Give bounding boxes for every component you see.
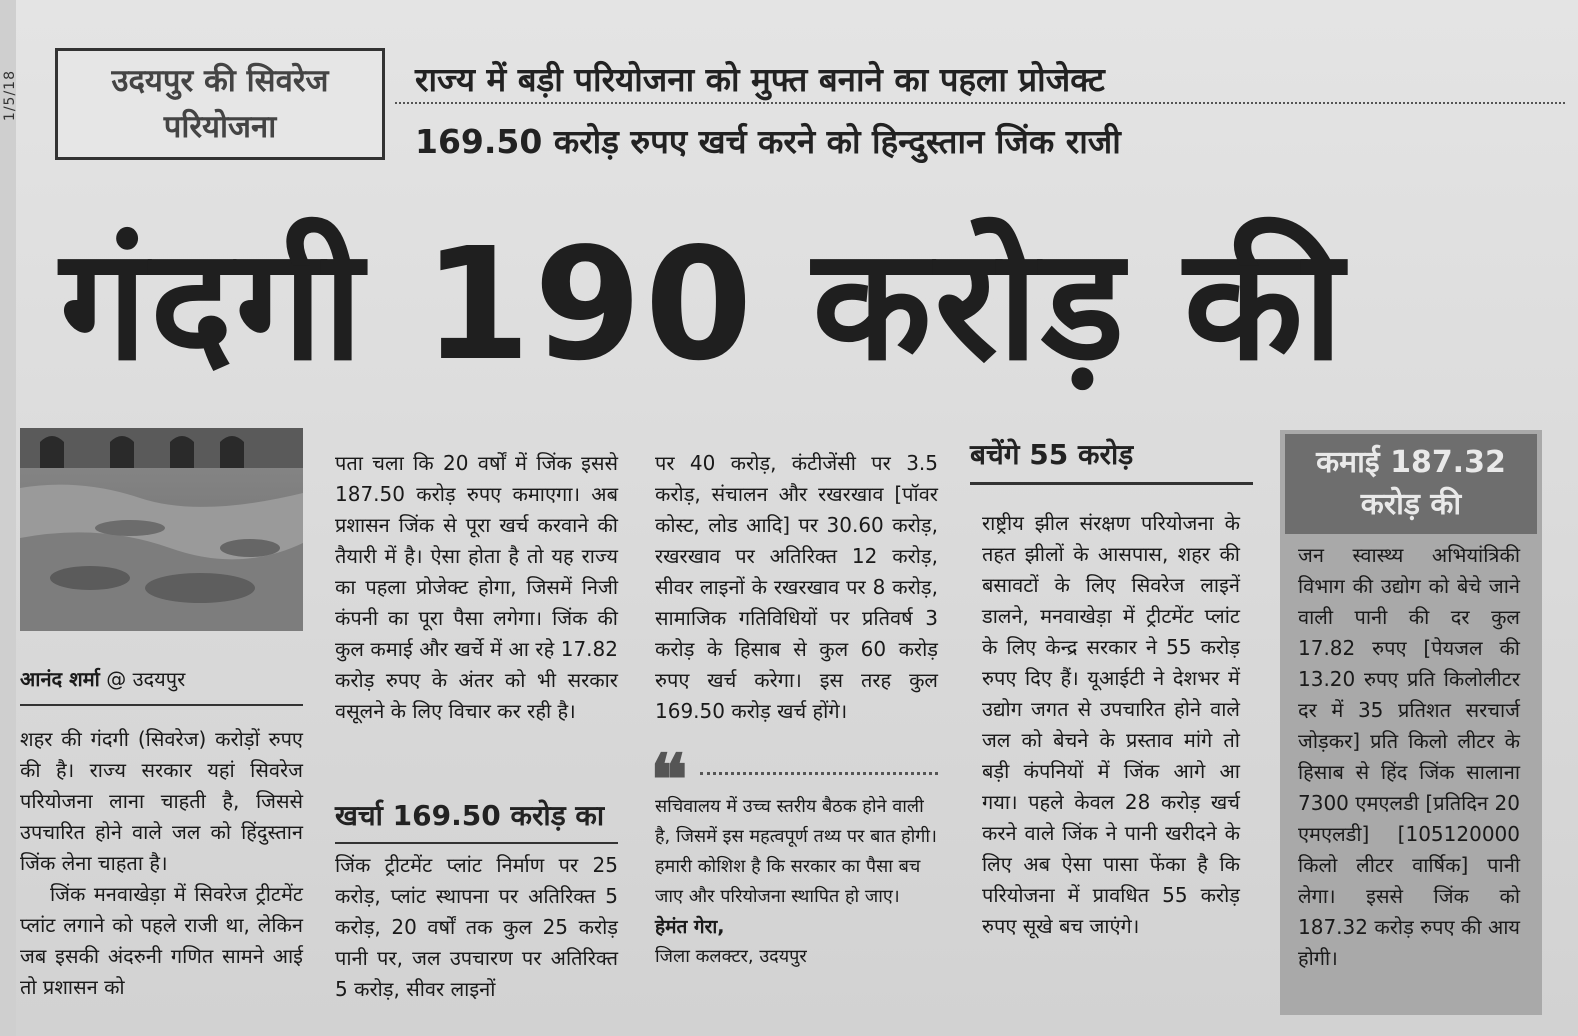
sidebar-heading-line-1: कमाई 187.32: [1316, 445, 1506, 480]
sidebar-body: जन स्वास्थ्य अभियांत्रिकी विभाग की उद्योग को बेचे जाने वाली पानी की दर कुल 17.82 रुपए [पेयजल की 13.20 रुपए प्रति किलोलीटर दर में 35 प्रतिशत सरचार्ज जोड़कर] प्रति किलो लीटर के हिसाब से हिंद जिंक सालाना 7300 एमएलडी [प्रतिदिन 20 एमएलडी] [105120000 किलो लीटर वार्षिक] पानी लेगा। इससे जिंक को 187.32 करोड़ रुपए की आय होगी।: [1298, 543, 1520, 970]
column-1: [20, 724, 303, 1003]
column-2-subhead-rule: [335, 842, 618, 844]
column-4-para-1: राष्ट्रीय झील संरक्षण परियोजना के तहत झीलों के आसपास, शहर की बसावटों के लिए सिवरेज लाइनें डालने, मनवाखेड़ा में ट्रीटमेंट प्लांट के लिए केन्द्र सरकार ने 55 करोड़ रुपए दिए हैं। यूआईटी ने देशभर में उद्योग जगत से उपचारित होने वाले जल को बेचने के प्रस्ताव मांगे तो बड़ी कंपनियों में जिंक आगे आ गया। पहले केवल 28 करोड़ खर्च करने वाले जिंक ने पानी खरीदने के लिए अब ऐसा पासा फेंका है कि परियोजना में प्रावधित 55 करोड़ रुपए सूखे बच जाएंगे।: [982, 511, 1240, 938]
column-3-para-1: पर 40 करोड़, कंटीजेंसी पर 3.5 करोड़, संचालन और रखरखाव [पॉवर कोस्ट, लोड आदि] पर 30.60 करोड़, रखरखाव पर अतिरिक्त 12 करोड़, सीवर लाइनों के रखरखाव पर 8 करोड़, सामाजिक गतिविधियों पर प्रतिवर्ष 3 करोड़ के हिसाब से कुल 60 करोड़ रुपए खर्च करेगा। इस तरह कुल 169.50 करोड़ खर्च होंगे।: [655, 451, 938, 723]
column-4-subhead: बचेंगे 55 करोड़: [970, 438, 1134, 471]
column-2-subhead: खर्चा 169.50 करोड़ का: [335, 799, 605, 832]
quote-name: हेमंत गेरा,: [655, 916, 725, 938]
quote-text: सचिवालय में उच्च स्तरीय बैठक होने वाली है, जिसमें इस महत्वपूर्ण तथ्य पर बात होगी। हमारी कोशिश है कि सरकार का पैसा बच जाए और परियोजना स्थापित हो जाए।: [655, 796, 937, 907]
column-2-para-1: पता चला कि 20 वर्षों में जिंक इससे 187.50 करोड़ रुपए कमाएगा। अब प्रशासन जिंक से पूरा खर्च करवाने की तैयारी में है। ऐसा होता है तो यह राज्य का पहला प्रोजेक्ट होगा, जिसमें निजी कंपनी का पूरा पैसा लगेगा। जिंक की कुल कमाई और खर्चे में आ रहे 17.82 करोड़ रुपए के अंतर को भी सरकार वसूलने के लिए विचार कर रही है।: [335, 451, 618, 723]
column-1-para-2: जिंक मनवाखेड़ा में सिवरेज ट्रीटमेंट प्लांट लगाने को पहले राजी था, लेकिन जब इसकी अंदरुनी गणित सामने आई तो प्रशासन को: [20, 882, 303, 999]
column-2-top: [335, 448, 618, 727]
margin-page-number: 1/5/18: [2, 70, 18, 122]
deck-line-2: 169.50 करोड़ रुपए खर्च करने को हिन्दुस्तान जिंक राजी: [415, 122, 1121, 161]
kicker-line-2: परियोजना: [163, 109, 277, 145]
column-1-para-1: शहर की गंदगी (सिवरेज) करोड़ों रुपए की है। राज्य सरकार यहां सिवरेज परियोजना लाना चाहती है, जिससे उपचारित होने वाले जल को हिंदुस्तान जिंक लेना चाहता है।: [20, 727, 303, 875]
column-2-bottom: [335, 850, 618, 1005]
quote-rule: [700, 772, 938, 775]
left-margin-strip: [0, 0, 16, 1036]
sewerage-photo: [20, 428, 303, 631]
deck-line-1: राज्य में बड़ी परियोजना को मुफ्त बनाने का पहला प्रोजेक्ट: [415, 60, 1105, 99]
column-4-subhead-rule: [970, 482, 1253, 485]
column-4: [982, 508, 1240, 942]
byline-place: @ उदयपुर: [106, 667, 186, 691]
byline-author: आनंद शर्मा: [20, 667, 100, 691]
quote-title: जिला कलक्टर, उदयपुर: [655, 946, 807, 967]
kicker-box: [55, 48, 385, 160]
byline-rule: [20, 704, 303, 706]
sidebar-heading: [1285, 434, 1537, 534]
main-headline: गंदगी 190 करोड़ की: [60, 214, 1347, 395]
column-2-para-2: जिंक ट्रीटमेंट प्लांट निर्माण पर 25 करोड़, प्लांट स्थापना पर अतिरिक्त 5 करोड़, 20 वर्षों तक कुल 25 करोड़ पानी पर, जल उपचारण पर अतिरिक्त 5 करोड़, सीवर लाइनों: [335, 853, 618, 1001]
quote-mark-icon: ❝: [650, 738, 688, 821]
photo-image: [20, 428, 303, 631]
byline: [20, 665, 185, 692]
kicker-line-1: उदयपुर की सिवरेज: [111, 63, 329, 99]
column-3: [655, 448, 938, 727]
sidebar-heading-line-2: करोड़ की: [1360, 487, 1462, 522]
deck-divider: [395, 102, 1565, 104]
collector-quote: [655, 792, 938, 972]
